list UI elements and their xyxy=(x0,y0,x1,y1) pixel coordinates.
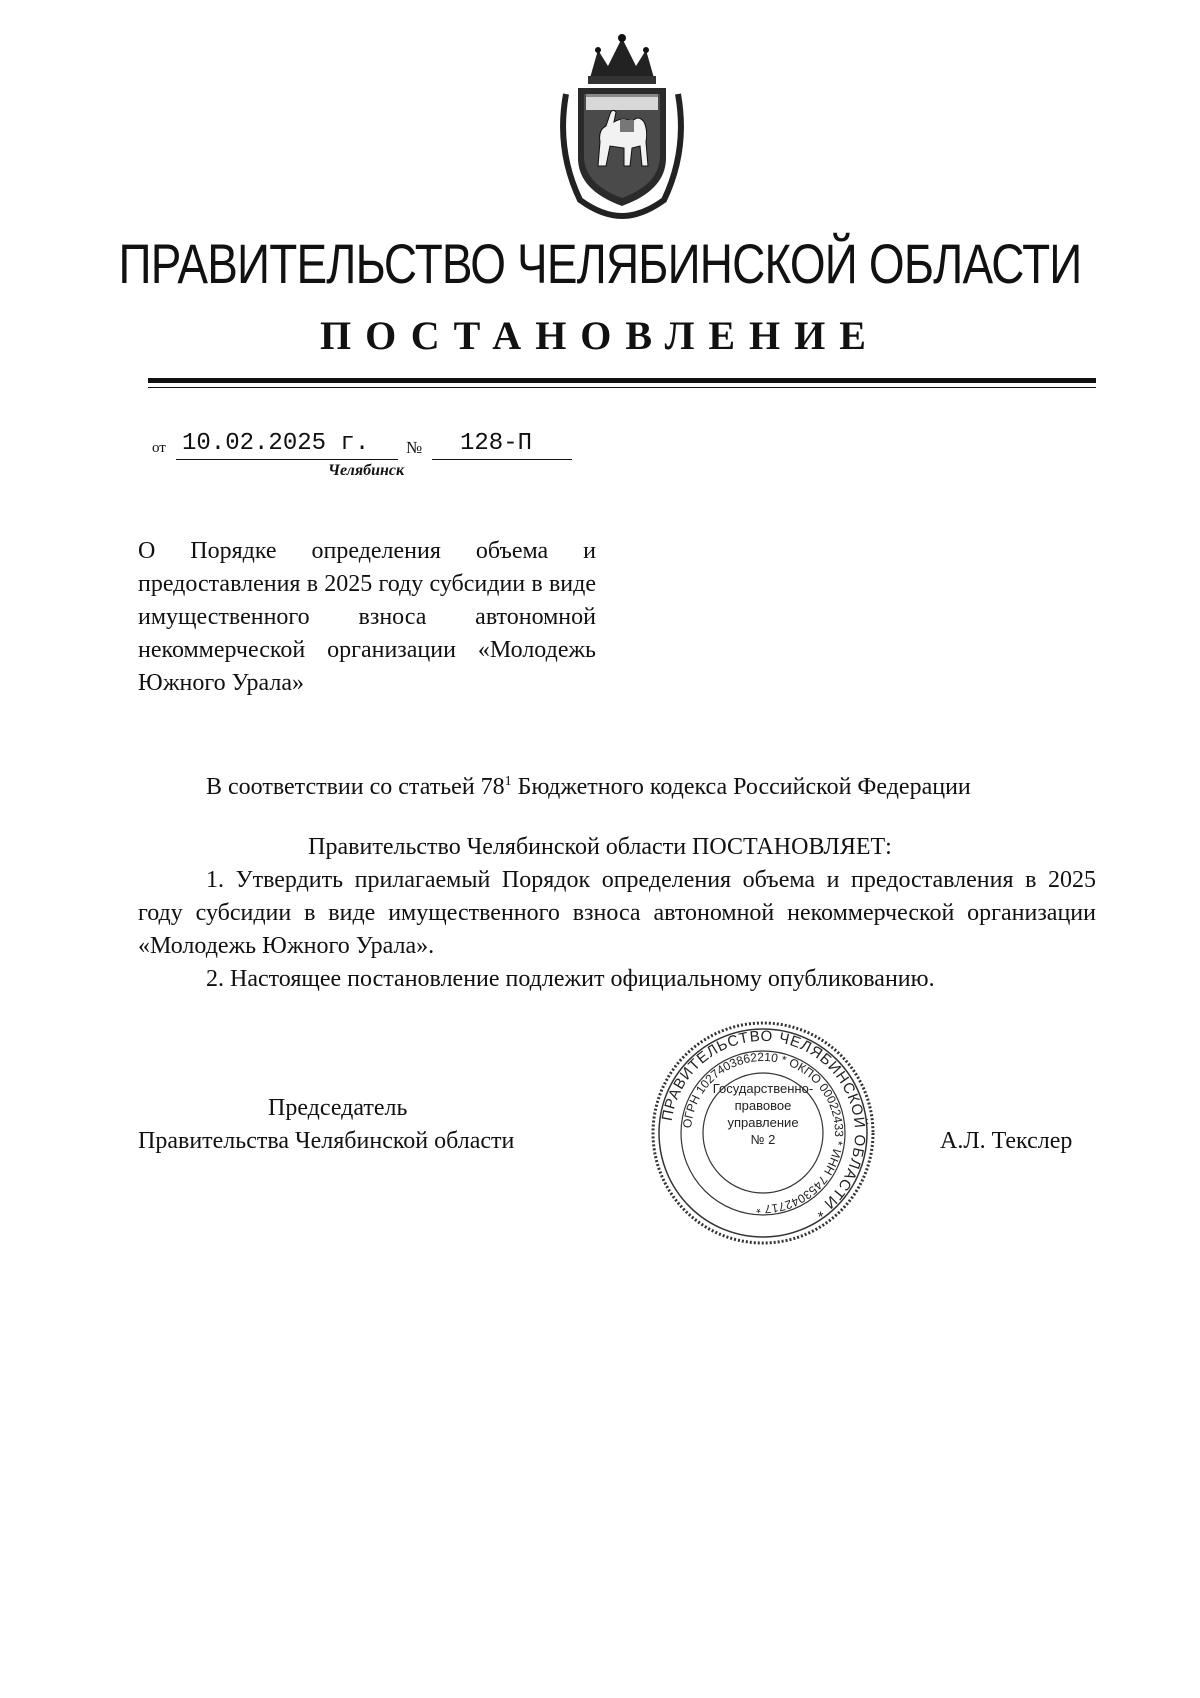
date-underline xyxy=(176,459,398,460)
document-number: 128-П xyxy=(460,430,533,457)
stamp-center-text xyxy=(706,1080,820,1186)
article-superscript: 1 xyxy=(504,774,512,789)
document-type: ПОСТАНОВЛЕНИЕ xyxy=(320,313,880,358)
decree-item-1: 1. Утвердить прилагаемый Порядок определения объема и предоставления в 2025 году субсидии в виде имущественного взноса автономной некоммерческой организации «Молодежь Южного Урала». xyxy=(138,867,1096,959)
stamp-inner-text: ОГРН 1027403862210 * ОКПО 00022433 * ИНН 7453042717 * xyxy=(680,1049,847,1217)
decree-item-2: 2. Настоящее постановление подлежит официальному опубликованию. xyxy=(206,966,935,992)
legal-basis-text: В соответствии со статьей 78 xyxy=(206,774,505,800)
document-date: 10.02.2025 г. xyxy=(182,430,370,457)
coat-of-arms-icon xyxy=(552,30,692,220)
number-label: № xyxy=(406,438,423,457)
official-stamp xyxy=(648,1018,878,1248)
header-divider-thin xyxy=(148,387,1096,388)
document-subject: О Порядке определения объема и предоставления в 2025 году субсидии в виде имущественного взноса автономной некоммерческой организации «Молодежь Южного Урала» xyxy=(138,538,596,696)
signatory-position-line1: Председатель xyxy=(268,1095,408,1121)
header-divider-thick xyxy=(148,378,1096,383)
legal-basis-paragraph xyxy=(138,765,1096,804)
signatory-position-line2: Правительства Челябинской области xyxy=(138,1128,515,1154)
from-label: от xyxy=(152,440,166,456)
stamp-outer-text: ПРАВИТЕЛЬСТВО ЧЕЛЯБИНСКОЙ ОБЛАСТИ * xyxy=(658,1027,869,1221)
stamp-center-line4: № 2 xyxy=(750,1132,776,1147)
stamp-center-line2: правовое xyxy=(734,1098,792,1113)
stamp-center-line1: Государственно- xyxy=(712,1081,814,1096)
legal-basis-text-end: Бюджетного кодекса Российской Федерации xyxy=(511,774,971,800)
city: Челябинск xyxy=(328,462,405,479)
stamp-center-line3: управление xyxy=(727,1115,799,1130)
signatory-name: А.Л. Текслер xyxy=(940,1128,1073,1154)
number-underline xyxy=(432,459,572,460)
government-title: ПРАВИТЕЛЬСТВО ЧЕЛЯБИНСКОЙ ОБЛАСТИ xyxy=(118,232,1082,295)
decree-line: Правительство Челябинской области ПОСТАНОВЛЯЕТ: xyxy=(308,834,892,860)
